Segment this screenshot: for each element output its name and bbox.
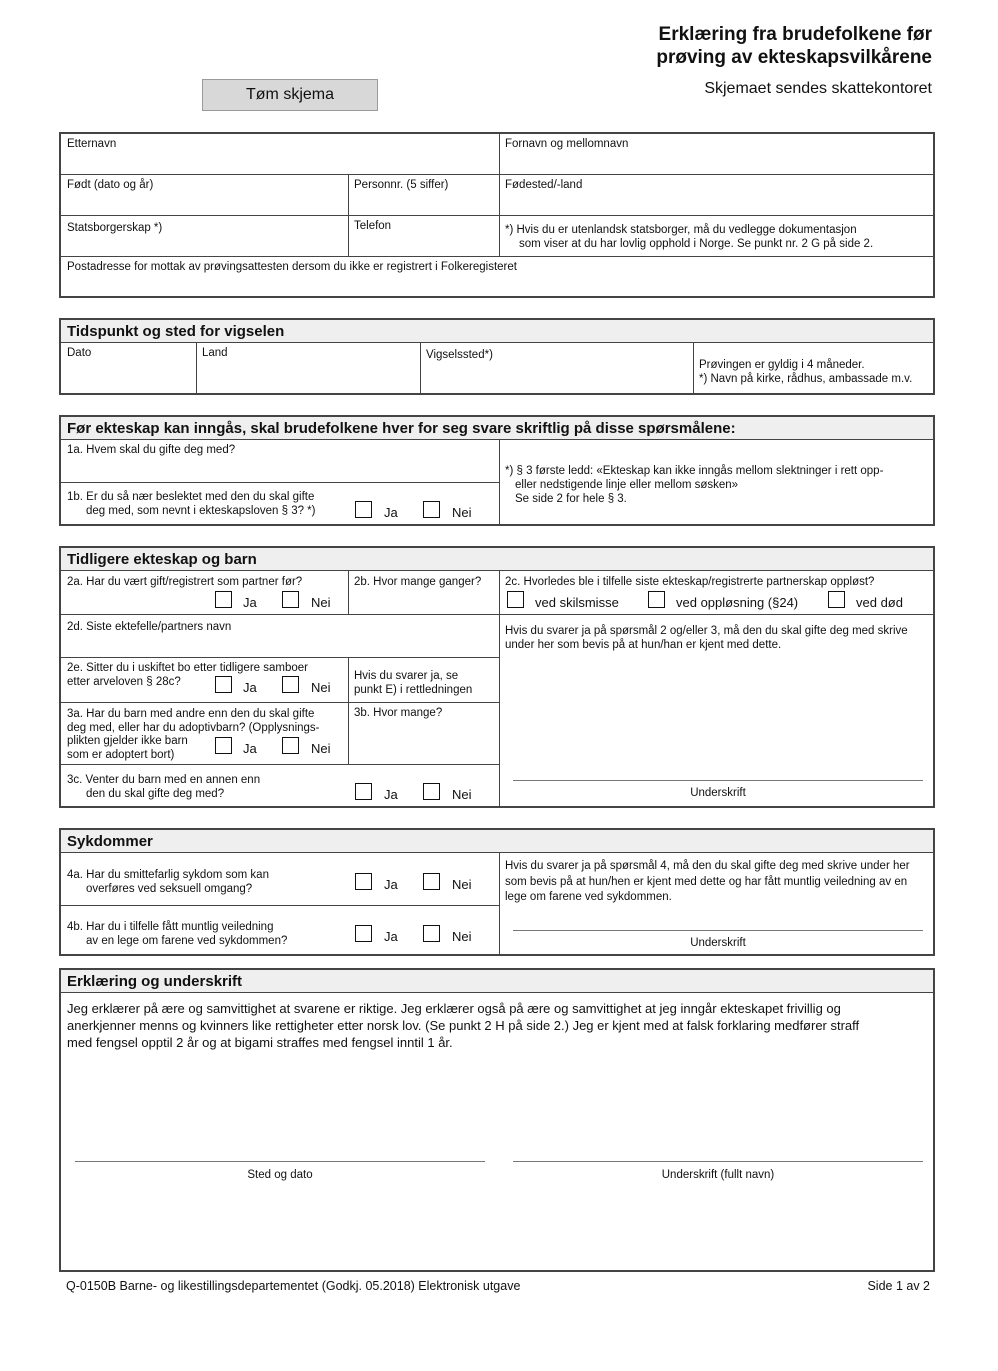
diseases-section <box>59 828 935 956</box>
q3a-line-2: deg med, eller har du adoptivbarn? (Opplysnings- <box>67 721 320 734</box>
kinship-questions-section <box>59 415 935 526</box>
q2e-yes-checkbox[interactable] <box>215 676 232 693</box>
ceremony-date-label: Dato <box>67 347 92 359</box>
form-title-line-2: prøving av ekteskapsvilkårene <box>656 47 932 68</box>
first-names-field[interactable] <box>499 134 935 174</box>
clear-form-button[interactable]: Tøm skjema <box>202 79 378 111</box>
q1a-label: 1a. Hvem skal du gifte deg med? <box>67 444 236 456</box>
q2e-note-line-1: Hvis du svarer ja, se <box>354 670 459 682</box>
q2b-label: 2b. Hvor mange ganger? <box>354 576 482 588</box>
kinship-note <box>499 461 935 509</box>
q2d-label: 2d. Siste ektefelle/partners navn <box>67 621 232 633</box>
previous-marriages-section <box>59 546 935 808</box>
q2a-yes-label: Ja <box>243 595 257 610</box>
q3c-line-1: 3c. Venter du barn med en annen enn <box>67 774 261 786</box>
previous-signature-line[interactable] <box>513 780 923 781</box>
phone-label: Telefon <box>354 220 392 232</box>
form-title <box>656 23 932 69</box>
q4b-line-2: av en lege om farene ved sykdommen? <box>86 935 288 947</box>
previous-signature-note-line-1: Hvis du svarer ja på spørsmål 2 og/eller 3, må den du skal gifte deg med skrive <box>505 625 908 637</box>
q4a-yes-checkbox[interactable] <box>355 873 372 890</box>
ceremony-venue-field[interactable] <box>420 343 693 395</box>
q3c-label <box>61 770 351 804</box>
q3c-line-2: den du skal gifte deg med? <box>86 788 225 800</box>
postal-address-label: Postadresse for mottak av prøvingsattesten dersom du ikke er registrert i Folkeregisteret <box>67 261 517 273</box>
citizenship-note <box>499 216 935 256</box>
ceremony-heading: Tidspunkt og sted for vigselen <box>61 320 933 343</box>
declaration-text <box>61 997 935 1054</box>
spouse-name-field[interactable] <box>61 440 499 482</box>
kinship-note-line-2: eller nedstigende linje eller mellom søsken» <box>515 479 739 491</box>
q4b-no-checkbox[interactable] <box>423 925 440 942</box>
surname-label: Etternavn <box>67 138 117 150</box>
birthplace-field[interactable] <box>499 175 935 215</box>
diseases-signature-note-line-1: Hvis du svarer ja på spørsmål 4, må den du skal gifte deg med skrive under her <box>505 860 910 872</box>
kinship-note-line-3: Se side 2 for hele § 3. <box>515 493 627 505</box>
ceremony-note-line-2: *) Navn på kirke, rådhus, ambassade m.v. <box>699 373 913 385</box>
citizenship-note-line-2: som viser at du har lovlig opphold i Norge. Se punkt nr. 2 G på side 2. <box>519 238 874 250</box>
declaration-line-1: Jeg erklærer på ære og samvittighet at svarene er riktige. Jeg erklærer også på ære og samvittighet at jeg inngår ekteskapet frivillig og <box>67 1001 841 1016</box>
q2c-divorce-label: ved skilsmisse <box>535 595 619 610</box>
q3c-no-checkbox[interactable] <box>423 783 440 800</box>
q2a-no-label: Nei <box>311 595 331 610</box>
citizenship-note-line-1: *) Hvis du er utenlandsk statsborger, må du vedlegge dokumentasjon <box>505 224 857 236</box>
q1b-line-2: deg med, som nevnt i ekteskapsloven § 3? *) <box>86 505 316 517</box>
personal-info-section <box>59 132 935 298</box>
q3a-line-1: 3a. Har du barn med andre enn den du skal gifte <box>67 708 315 720</box>
q3a-label <box>61 705 348 765</box>
q4b-label <box>61 917 351 951</box>
q3c-no-label: Nei <box>452 787 472 802</box>
q2a-no-checkbox[interactable] <box>282 591 299 608</box>
q2e-note <box>348 666 499 700</box>
q2e-line-2: etter arveloven § 28c? <box>67 676 181 688</box>
q4b-yes-checkbox[interactable] <box>355 925 372 942</box>
q2c-label: 2c. Hvorledes ble i tilfelle siste ekteskap/registrerte partnerskap oppløst? <box>505 576 875 588</box>
q3a-no-label: Nei <box>311 741 331 756</box>
previous-signature-label: Underskrift <box>690 787 746 799</box>
q1b-label <box>61 487 351 521</box>
q3b-label: 3b. Hvor mange? <box>354 707 443 719</box>
q4a-line-2: overføres ved seksuell omgang? <box>86 883 253 895</box>
diseases-signature-line[interactable] <box>513 930 923 931</box>
q4a-line-1: 4a. Har du smittefarlig sykdom som kan <box>67 869 269 881</box>
previous-marriages-heading: Tidligere ekteskap og barn <box>61 548 933 571</box>
q1b-yes-label: Ja <box>384 505 398 520</box>
q4a-yes-label: Ja <box>384 877 398 892</box>
citizenship-label: Statsborgerskap *) <box>67 222 163 234</box>
footer-form-id: Q-0150B Barne- og likestillingsdepartementet (Godkj. 05.2018) Elektronisk utgave <box>66 1279 521 1293</box>
q1b-no-checkbox[interactable] <box>423 501 440 518</box>
place-date-line[interactable] <box>75 1161 485 1162</box>
ceremony-country-label: Land <box>202 347 228 359</box>
last-spouse-name-field[interactable] <box>61 617 499 657</box>
personal-number-field[interactable] <box>348 175 499 215</box>
q1b-no-label: Nei <box>452 505 472 520</box>
times-married-field[interactable] <box>348 572 499 614</box>
personal-number-label: Personnr. (5 siffer) <box>354 179 449 191</box>
q2e-line-1: 2e. Sitter du i uskiftet bo etter tidligere samboer <box>67 662 308 674</box>
full-name-signature-label: Underskrift (fullt navn) <box>661 1169 775 1181</box>
q2a-yes-checkbox[interactable] <box>215 591 232 608</box>
diseases-signature-label: Underskrift <box>690 937 746 949</box>
previous-signature-note-line-2: under her som bevis på at hun/han er kjent med dette. <box>505 639 782 651</box>
q3c-yes-label: Ja <box>384 787 398 802</box>
q4a-no-label: Nei <box>452 877 472 892</box>
q4b-line-1: 4b. Har du i tilfelle fått muntlig veiledning <box>67 921 274 933</box>
kinship-note-line-1: *) § 3 første ledd: «Ekteskap kan ikke inngås mellom slektninger i rett opp- <box>505 465 884 477</box>
declaration-line-2: anerkjenner menns og kvinners like rettigheter etter norsk lov. (Se punkt 2 H på side 2.) Jeg er kjent med at falsk forklaring medfører straff <box>67 1018 860 1033</box>
q2c-death-label: ved død <box>856 595 903 610</box>
full-name-signature-line[interactable] <box>513 1161 923 1162</box>
ceremony-venue-label: Vigselssted*) <box>426 349 493 361</box>
footer-page-number: Side 1 av 2 <box>867 1279 930 1293</box>
diseases-signature-note <box>499 856 935 909</box>
q2e-no-label: Nei <box>311 680 331 695</box>
form-title-line-1: Erklæring fra brudefolkene før <box>658 24 932 45</box>
q3a-line-4: som er adoptert bort) <box>67 748 175 761</box>
q4b-yes-label: Ja <box>384 929 398 944</box>
kinship-questions-heading: Før ekteskap kan inngås, skal brudefolkene hver for seg svare skriftlig på disse spørsmålene: <box>61 417 933 440</box>
ceremony-note <box>693 355 935 395</box>
birthplace-label: Fødested/-land <box>505 179 583 191</box>
q2e-note-line-2: punkt E) i rettledningen <box>354 684 473 696</box>
children-count-field[interactable] <box>348 703 499 764</box>
ceremony-date-field[interactable] <box>61 343 196 395</box>
q2c-death-checkbox[interactable] <box>828 591 845 608</box>
diseases-signature-note-line-3: lege om farene ved sykdommen. <box>505 891 672 903</box>
ceremony-note-line-1: Prøvingen er gyldig i 4 måneder. <box>699 359 865 371</box>
declaration-heading: Erklæring og underskrift <box>61 970 933 993</box>
place-date-label: Sted og dato <box>247 1169 313 1181</box>
q4a-label <box>61 865 351 899</box>
birth-date-label: Født (dato og år) <box>67 179 154 191</box>
q3a-yes-checkbox[interactable] <box>215 737 232 754</box>
q2a-label: 2a. Har du vært gift/registrert som partner før? <box>67 576 303 588</box>
declaration-line-3: med fengsel opptil 2 år og at bigami straffes med fengsel inntil 1 år. <box>67 1035 453 1050</box>
q2c-divorce-checkbox[interactable] <box>507 591 524 608</box>
q2e-yes-label: Ja <box>243 680 257 695</box>
diseases-heading: Sykdommer <box>61 830 933 853</box>
q2e-no-checkbox[interactable] <box>282 676 299 693</box>
previous-signature-note <box>499 621 935 655</box>
q1b-line-1: 1b. Er du så nær beslektet med den du skal gifte <box>67 491 315 503</box>
first-names-label: Fornavn og mellomnavn <box>505 138 629 150</box>
diseases-signature-note-line-2: som bevis på at hun/hen er kjent med dette og har fått muntlig veiledning av en <box>505 875 908 888</box>
q3a-no-checkbox[interactable] <box>282 737 299 754</box>
q2e-label <box>61 658 348 692</box>
postal-address-field[interactable] <box>61 257 935 298</box>
ceremony-country-field[interactable] <box>196 343 420 395</box>
q2c-dissolution-label: ved oppløsning (§24) <box>676 595 799 610</box>
q1b-yes-checkbox[interactable] <box>355 501 372 518</box>
citizenship-field[interactable] <box>61 216 348 256</box>
q2c-dissolution-checkbox[interactable] <box>648 591 665 608</box>
q4a-no-checkbox[interactable] <box>423 873 440 890</box>
surname-field[interactable] <box>61 134 499 174</box>
birth-date-field[interactable] <box>61 175 348 215</box>
q3a-yes-label: Ja <box>243 741 257 756</box>
q3a-line-3: plikten gjelder ikke barn <box>67 735 188 747</box>
form-subtitle: Skjemaet sendes skattekontoret <box>704 80 932 97</box>
declaration-section <box>59 968 935 1272</box>
q4b-no-label: Nei <box>452 929 472 944</box>
q3c-yes-checkbox[interactable] <box>355 783 372 800</box>
ceremony-section <box>59 318 935 395</box>
phone-field[interactable] <box>348 216 499 256</box>
